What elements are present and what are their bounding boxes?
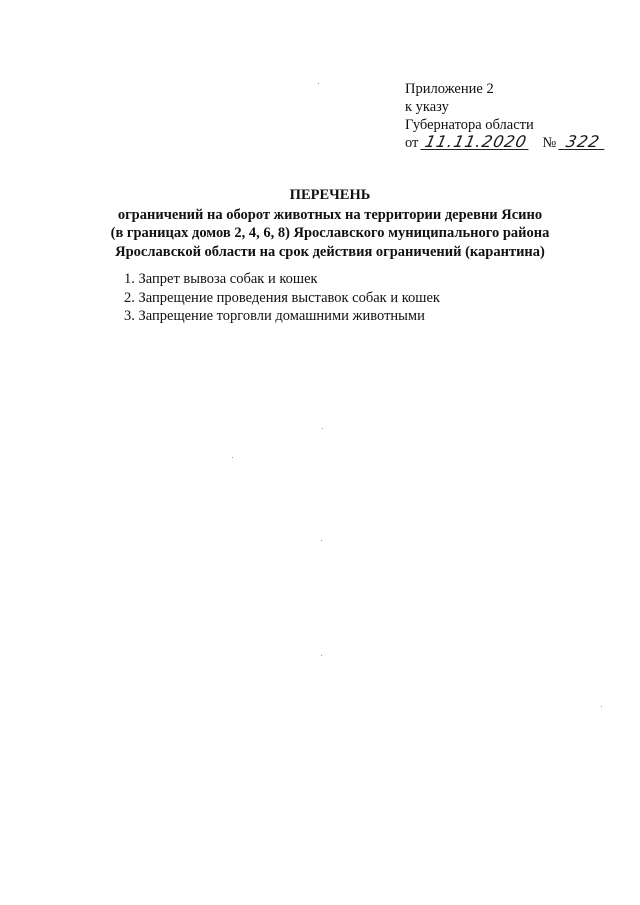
scan-speck: [601, 706, 602, 707]
list-item: 3. Запрещение торговли домашними животными: [124, 308, 425, 324]
title-heading: ПЕРЕЧЕНЬ: [289, 187, 371, 203]
appendix-label: Приложение 2: [405, 81, 494, 97]
document-title: [60, 186, 600, 261]
appendix-governor: Губернатора области: [405, 117, 534, 133]
handwritten-number: 322: [559, 134, 608, 150]
appendix-date-line: [405, 134, 625, 152]
title-line-3: Ярославской области на срок действия ограничений (карантина): [115, 243, 545, 260]
list-item: 2. Запрещение проведения выставок собак и кошек: [124, 289, 440, 306]
date-prefix: от: [405, 135, 419, 151]
appendix-block: [405, 80, 625, 152]
handwritten-date: 11.11.2020: [421, 134, 532, 150]
title-line-2: (в границах домов 2, 4, 6, 8) Ярославского муниципального района: [110, 225, 550, 241]
scan-speck: [318, 83, 319, 84]
scan-speck: [322, 428, 323, 429]
scan-speck: [232, 457, 233, 458]
scan-speck: [321, 655, 322, 656]
list-item: 1. Запрет вывоза собак и кошек: [124, 271, 318, 287]
scan-speck: [321, 540, 322, 541]
restrictions-list: [124, 270, 604, 326]
title-line-1: ограничений на оборот животных на территории деревни Ясино: [117, 206, 543, 223]
appendix-decree: к указу: [405, 99, 449, 115]
number-sign: №: [542, 135, 557, 151]
